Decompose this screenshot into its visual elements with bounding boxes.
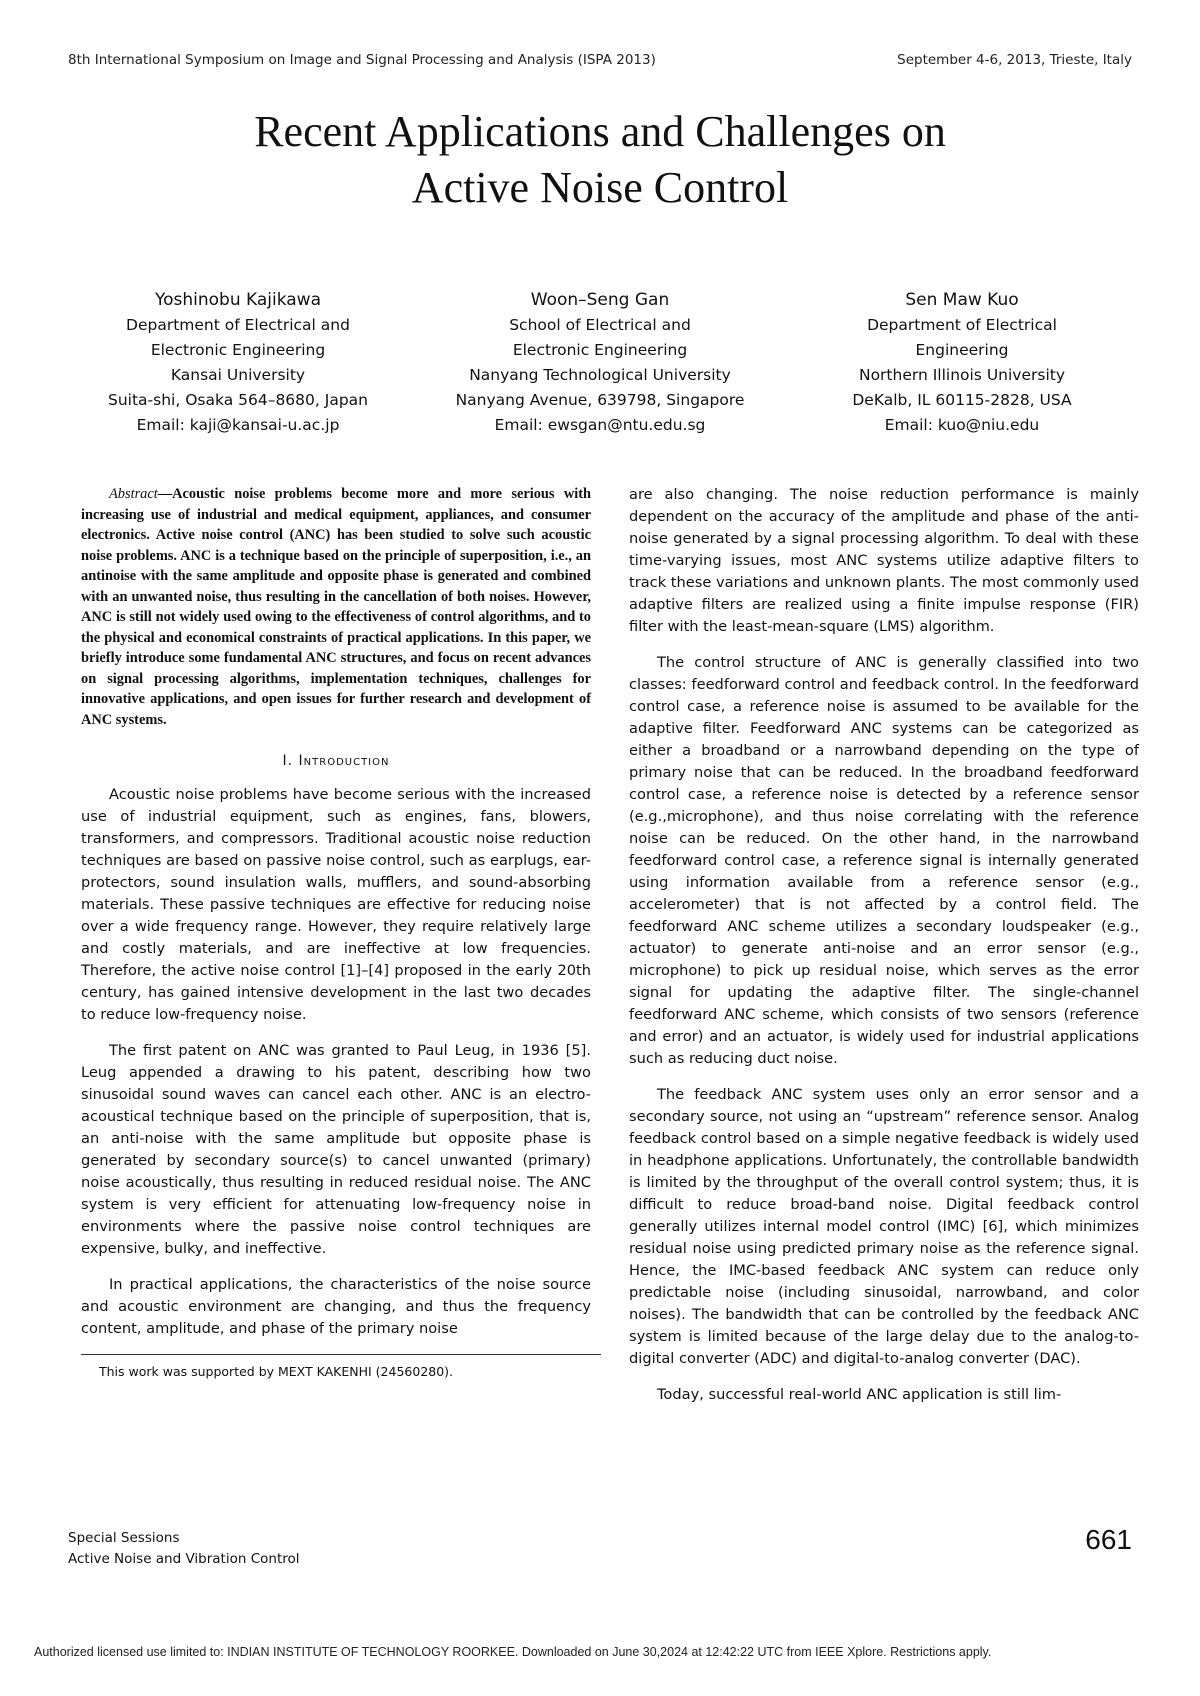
- author-block: [68, 288, 1132, 438]
- paper-title: [100, 104, 1100, 216]
- title-line-2: Active Noise Control: [411, 163, 789, 212]
- author-name: Yoshinobu Kajikawa: [154, 290, 322, 310]
- author-name: Woon–Seng Gan: [530, 290, 670, 310]
- license-notice: Authorized licensed use limited to: INDIAN INSTITUTE OF TECHNOLOGY ROORKEE. Downloaded on June 30,2024 at 12:42:22 UTC from IEEE Xplore. Restrictions apply.: [34, 1645, 992, 1659]
- paragraph: Today, successful real-world ANC application is still lim-: [657, 1386, 1062, 1403]
- author-email: Email: kaji@kansai-u.ac.jp: [136, 416, 340, 434]
- abstract: [81, 484, 591, 730]
- section-heading: I. Introduction: [282, 753, 390, 769]
- author-affiliation-line: Engineering: [915, 341, 1009, 359]
- abstract-text: —Acoustic noise problems become more and more serious with increasing use of industrial and medical equipment, appliances, and consumer electronics. Active noise control (ANC) has been studied to solve such acoustic noise problems. ANC is a technique based on the principle of superposition, i.e., an antinoise with the same amplitude and opposite phase is generated and combined with an unwanted noise, thus resulting in the cancellation of both noises. However, ANC is still not widely used owing to the effectiveness of control algorithms, and to the physical and economical constraints of practical applications. In this paper, we briefly introduce some fundamental ANC structures, and focus on recent advances on signal processing algorithms, implementation techniques, challenges for innovative applications, and open issues for further research and development of ANC systems.: [81, 486, 591, 728]
- author-affiliation-line: Department of Electrical and: [126, 316, 350, 334]
- author-address: DeKalb, IL 60115-2828, USA: [852, 391, 1072, 409]
- abstract-label: Abstract: [109, 486, 158, 502]
- left-column: [81, 484, 591, 1383]
- right-column: [629, 484, 1139, 1420]
- paragraph: are also changing. The noise reduction performance is mainly dependent on the accuracy of the amplitude and phase of the anti-noise generated by a signal processing algorithm. To deal with these time-varying issues, most ANC systems utilize adaptive filters to track these variations and unknown plants. The most commonly used adaptive filters are realized using a finite impulse response (FIR) filter with the least-mean-square (LMS) algorithm.: [629, 486, 1139, 635]
- paragraph: The first patent on ANC was granted to Paul Leug, in 1936 [5]. Leug appended a drawing to his patent, describing how two sinusoidal sound waves can cancel each other. ANC is an electro-acoustical technique based on the principle of superposition, that is, an anti-noise with the same amplitude but opposite phase is generated by secondary source(s) to cancel unwanted (primary) noise acoustically, thus resulting in reduced residual noise. The ANC system is very efficient for attenuating low-frequency noise in environments where the passive noise control techniques are expensive, bulky, and ineffective.: [81, 1042, 591, 1257]
- conference-name: 8th International Symposium on Image and Signal Processing and Analysis (ISPA 2013): [68, 52, 656, 68]
- page-number: 661: [1085, 1524, 1132, 1555]
- footnote-divider: [81, 1354, 601, 1355]
- author-affiliation-line: Electronic Engineering: [150, 341, 326, 359]
- author-affiliation-line: Department of Electrical: [867, 316, 1057, 334]
- footer-line: Active Noise and Vibration Control: [68, 1551, 300, 1567]
- author-address: Nanyang Avenue, 639798, Singapore: [455, 391, 745, 409]
- footer-line: Special Sessions: [68, 1530, 180, 1546]
- paragraph: The feedback ANC system uses only an error sensor and a secondary source, not using an “upstream” reference sensor. Analog feedback control based on a simple negative feedback is widely used in headphone applications. Unfortunately, the controllable bandwidth is limited by the throughput of the overall control system; thus, it is difficult to reduce broad-band noise. Digital feedback control generally utilizes internal model control (IMC) [6], which minimizes residual noise using predicted primary noise as the reference signal. Hence, the IMC-based feedback ANC system can reduce only predictable noise (including sinusoidal, narrowband, and color noises). The bandwidth that can be controlled by the feedback ANC system is limited because of the large delay due to the analog-to-digital converter (ADC) and digital-to-analog converter (DAC).: [629, 1086, 1139, 1367]
- title-line-1: Recent Applications and Challenges on: [254, 107, 946, 156]
- author-affiliation-line: Electronic Engineering: [512, 341, 688, 359]
- author-affiliation-line: Nanyang Technological University: [469, 366, 731, 384]
- author-email: Email: ewsgan@ntu.edu.sg: [494, 416, 706, 434]
- paragraph: The control structure of ANC is generally classified into two classes: feedforward control and feedback control. In the feedforward control case, a reference noise is assumed to be available for the adaptive filter. Feedforward ANC systems can be categorized as either a broadband or a narrowband depending on the type of primary noise that can be reduced. In the broadband feedforward control case, a reference noise is detected by a reference sensor (e.g.,microphone), and thus noise correlating with the reference noise can be reduced. On the other hand, in the narrowband feedforward control case, a reference signal is internally generated using information available from a reference sensor (e.g., accelerometer) that is not affected by a control field. The feedforward ANC scheme utilizes a secondary loudspeaker (e.g., actuator) to generate anti-noise and an error sensor (e.g., microphone) to pick up residual noise, which serves as the error signal for updating the adaptive filter. The single-channel feedforward ANC scheme, which consists of two sensors (reference and error) and an actuator, is widely used for industrial applications such as reducing duct noise.: [629, 654, 1139, 1067]
- author-email: Email: kuo@niu.edu: [884, 416, 1040, 434]
- footer-session: [68, 1528, 300, 1570]
- author-2: [430, 288, 770, 438]
- running-head: [68, 52, 1132, 68]
- author-affiliation-line: Kansai University: [170, 366, 306, 384]
- conference-date-location: September 4-6, 2013, Trieste, Italy: [897, 52, 1132, 68]
- author-1: [68, 288, 408, 438]
- author-address: Suita-shi, Osaka 564–8680, Japan: [108, 391, 368, 409]
- author-name: Sen Maw Kuo: [905, 290, 1019, 310]
- paragraph: In practical applications, the characteristics of the noise source and acoustic environment are changing, and thus the frequency content, amplitude, and phase of the primary noise: [81, 1276, 591, 1337]
- footnote: This work was supported by MEXT KAKENHI (24560280).: [99, 1364, 454, 1379]
- author-affiliation-line: Northern Illinois University: [858, 366, 1066, 384]
- author-affiliation-line: School of Electrical and: [509, 316, 691, 334]
- paragraph: Acoustic noise problems have become serious with the increased use of industrial equipment, such as engines, fans, blowers, transformers, and compressors. Traditional acoustic noise reduction techniques are based on passive noise control, such as earplugs, ear-protectors, sound insulation walls, mufflers, and sound-absorbing materials. These passive techniques are effective for reducing noise over a wide frequency range. However, they require relatively large and costly materials, and are ineffective at low frequencies. Therefore, the active noise control [1]–[4] proposed in the early 20th century, has gained intensive development in the last two decades to reduce low-frequency noise.: [81, 786, 591, 1023]
- author-3: [792, 288, 1132, 438]
